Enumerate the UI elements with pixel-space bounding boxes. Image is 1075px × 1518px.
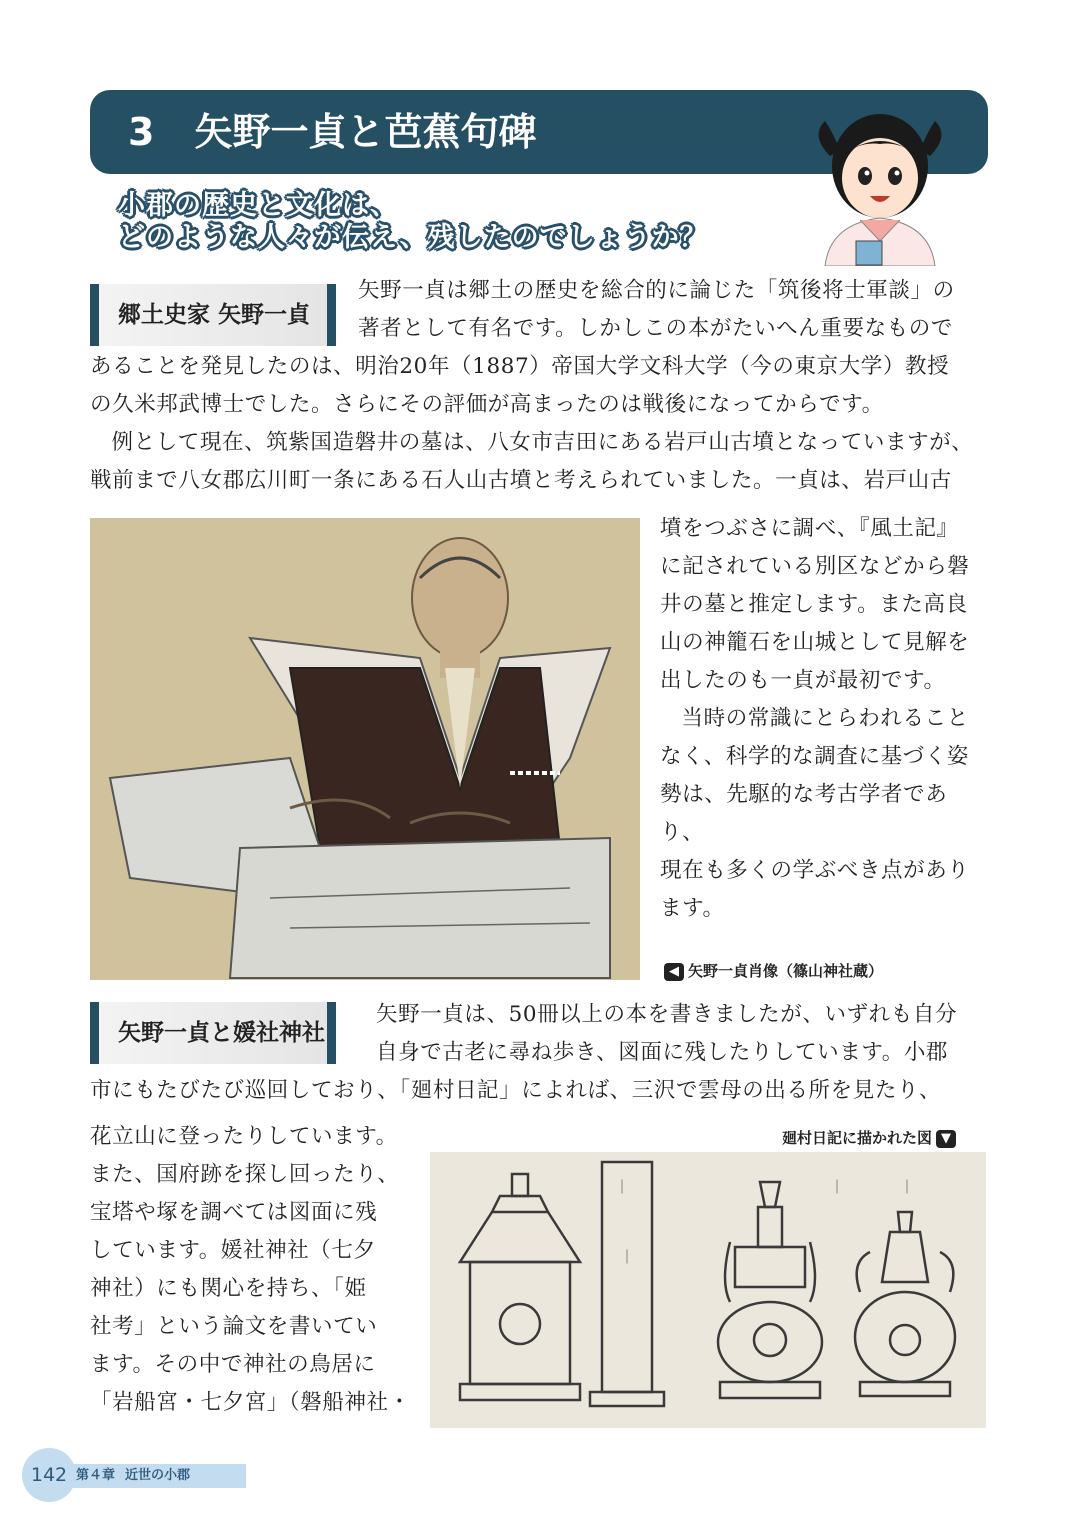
text-line: の久米邦武博士でした。さらにその評価が高まったのは戦後になってからです。 — [90, 392, 884, 417]
mascot-illustration — [800, 96, 960, 266]
chapter-label — [68, 1464, 246, 1488]
paragraph-intro-b — [90, 348, 990, 500]
section-title: 矢野一貞と芭蕉句碑 — [194, 110, 537, 154]
text-line: また、国府跡を探し回ったり、 — [90, 1162, 400, 1187]
portrait-caption-text: 矢野一貞肖像（篠山神社蔵） — [688, 962, 884, 980]
text-line: 神社）にも関心を持ち、「姫 — [90, 1276, 367, 1301]
diary-caption-text: 廻村日記に描かれた図 — [782, 1129, 933, 1147]
lead-question-line2: どのような人々が伝え、残したのでしょうか？ — [118, 222, 708, 253]
paragraph-himekoso-b — [90, 1072, 990, 1110]
text-line: なく、科学的な調査に基づく姿 — [660, 744, 969, 769]
text-line: 「岩船宮・七夕宮」（磐船神社・ — [90, 1390, 411, 1415]
text-line: 出したのも一貞が最初です。 — [660, 668, 946, 693]
svg-text:｜: ｜ — [830, 1180, 844, 1196]
text-line: 市にもたびたび巡回しており、「廻村日記」によれば、三沢で雲母の出る所を見たり、 — [90, 1078, 942, 1103]
diary-drawing-figure — [430, 1152, 986, 1428]
portrait-illustration — [90, 518, 640, 980]
text-line: 例として現在、筑紫国造磐井の墓は、八女市吉田にある岩戸山古墳となっていますが、 — [111, 430, 974, 455]
text-line: 当時の常識にとらわれること — [681, 706, 969, 731]
svg-text:｜: ｜ — [900, 1180, 914, 1196]
text-line: 墳をつぶさに調べ、『風土記』 — [660, 516, 959, 541]
svg-text:｜: ｜ — [620, 1250, 634, 1266]
portrait-figure — [90, 518, 640, 980]
heading-himekoso-shrine: 矢野一貞と媛社神社 — [90, 1002, 336, 1064]
text-line: 著者として有名です。しかしこの本がたいへん重要なもので — [358, 316, 953, 341]
text-line: 花立山に登ったりしています。 — [90, 1124, 398, 1149]
paragraph-himekoso-c — [90, 1118, 420, 1422]
lead-question — [118, 190, 708, 254]
chapter-title: 近世の小郡 — [125, 1468, 191, 1483]
text-line: 社考」という論文を書いてい — [90, 1314, 378, 1339]
arrow-left-icon: ◀ — [664, 963, 684, 981]
paragraph-iwatoyama — [660, 510, 990, 928]
paragraph-himekoso-a — [376, 996, 990, 1072]
text-line: 現在も多くの学ぶべき点があり — [660, 858, 970, 883]
text-line: 宝塔や塚を調べては図面に残 — [90, 1200, 378, 1225]
diary-drawing-illustration — [430, 1152, 986, 1428]
text-line: 井の墓と推定します。また高良 — [660, 592, 968, 617]
diary-figure-caption — [782, 1127, 960, 1148]
text-line: 矢野一貞は、50冊以上の本を書きましたが、いずれも自分 — [376, 1002, 958, 1027]
text-line: ます。その中で神社の鳥居に — [90, 1352, 376, 1377]
portrait-caption — [660, 960, 883, 981]
section-number: 3 — [128, 110, 155, 154]
text-line: に記されている別区などから磐 — [660, 554, 970, 579]
arrow-down-icon: ▼ — [936, 1130, 956, 1148]
text-line: しています。媛社神社（七夕 — [90, 1238, 376, 1263]
svg-text:｜: ｜ — [615, 1180, 629, 1196]
text-line: 山の神籠石を山城として見解を — [660, 630, 970, 655]
paragraph-intro-a — [358, 272, 988, 348]
text-line: 自身で古老に尋ね歩き、図面に残したりしています。小郡 — [376, 1040, 949, 1065]
text-line: あることを発見したのは、明治20年（1887）帝国大学文科大学（今の東京大学）教授 — [90, 354, 950, 379]
heading-local-historian: 郷土史家 矢野一貞 — [90, 284, 336, 346]
chapter-number: 第４章 — [76, 1468, 116, 1483]
text-line: ます。 — [660, 896, 725, 921]
lead-question-line1: 小郡の歴史と文化は、 — [118, 190, 398, 221]
text-line: 戦前まで八女郡広川町一条にある石人山古墳と考えられていました。一貞は、岩戸山古 — [90, 468, 952, 493]
text-line: 勢は、先駆的な考古学者であり、 — [660, 782, 948, 845]
text-line: 矢野一貞は郷土の歴史を総合的に論じた「筑後将士軍談」の — [358, 278, 955, 303]
page-number: 142 — [22, 1448, 76, 1502]
